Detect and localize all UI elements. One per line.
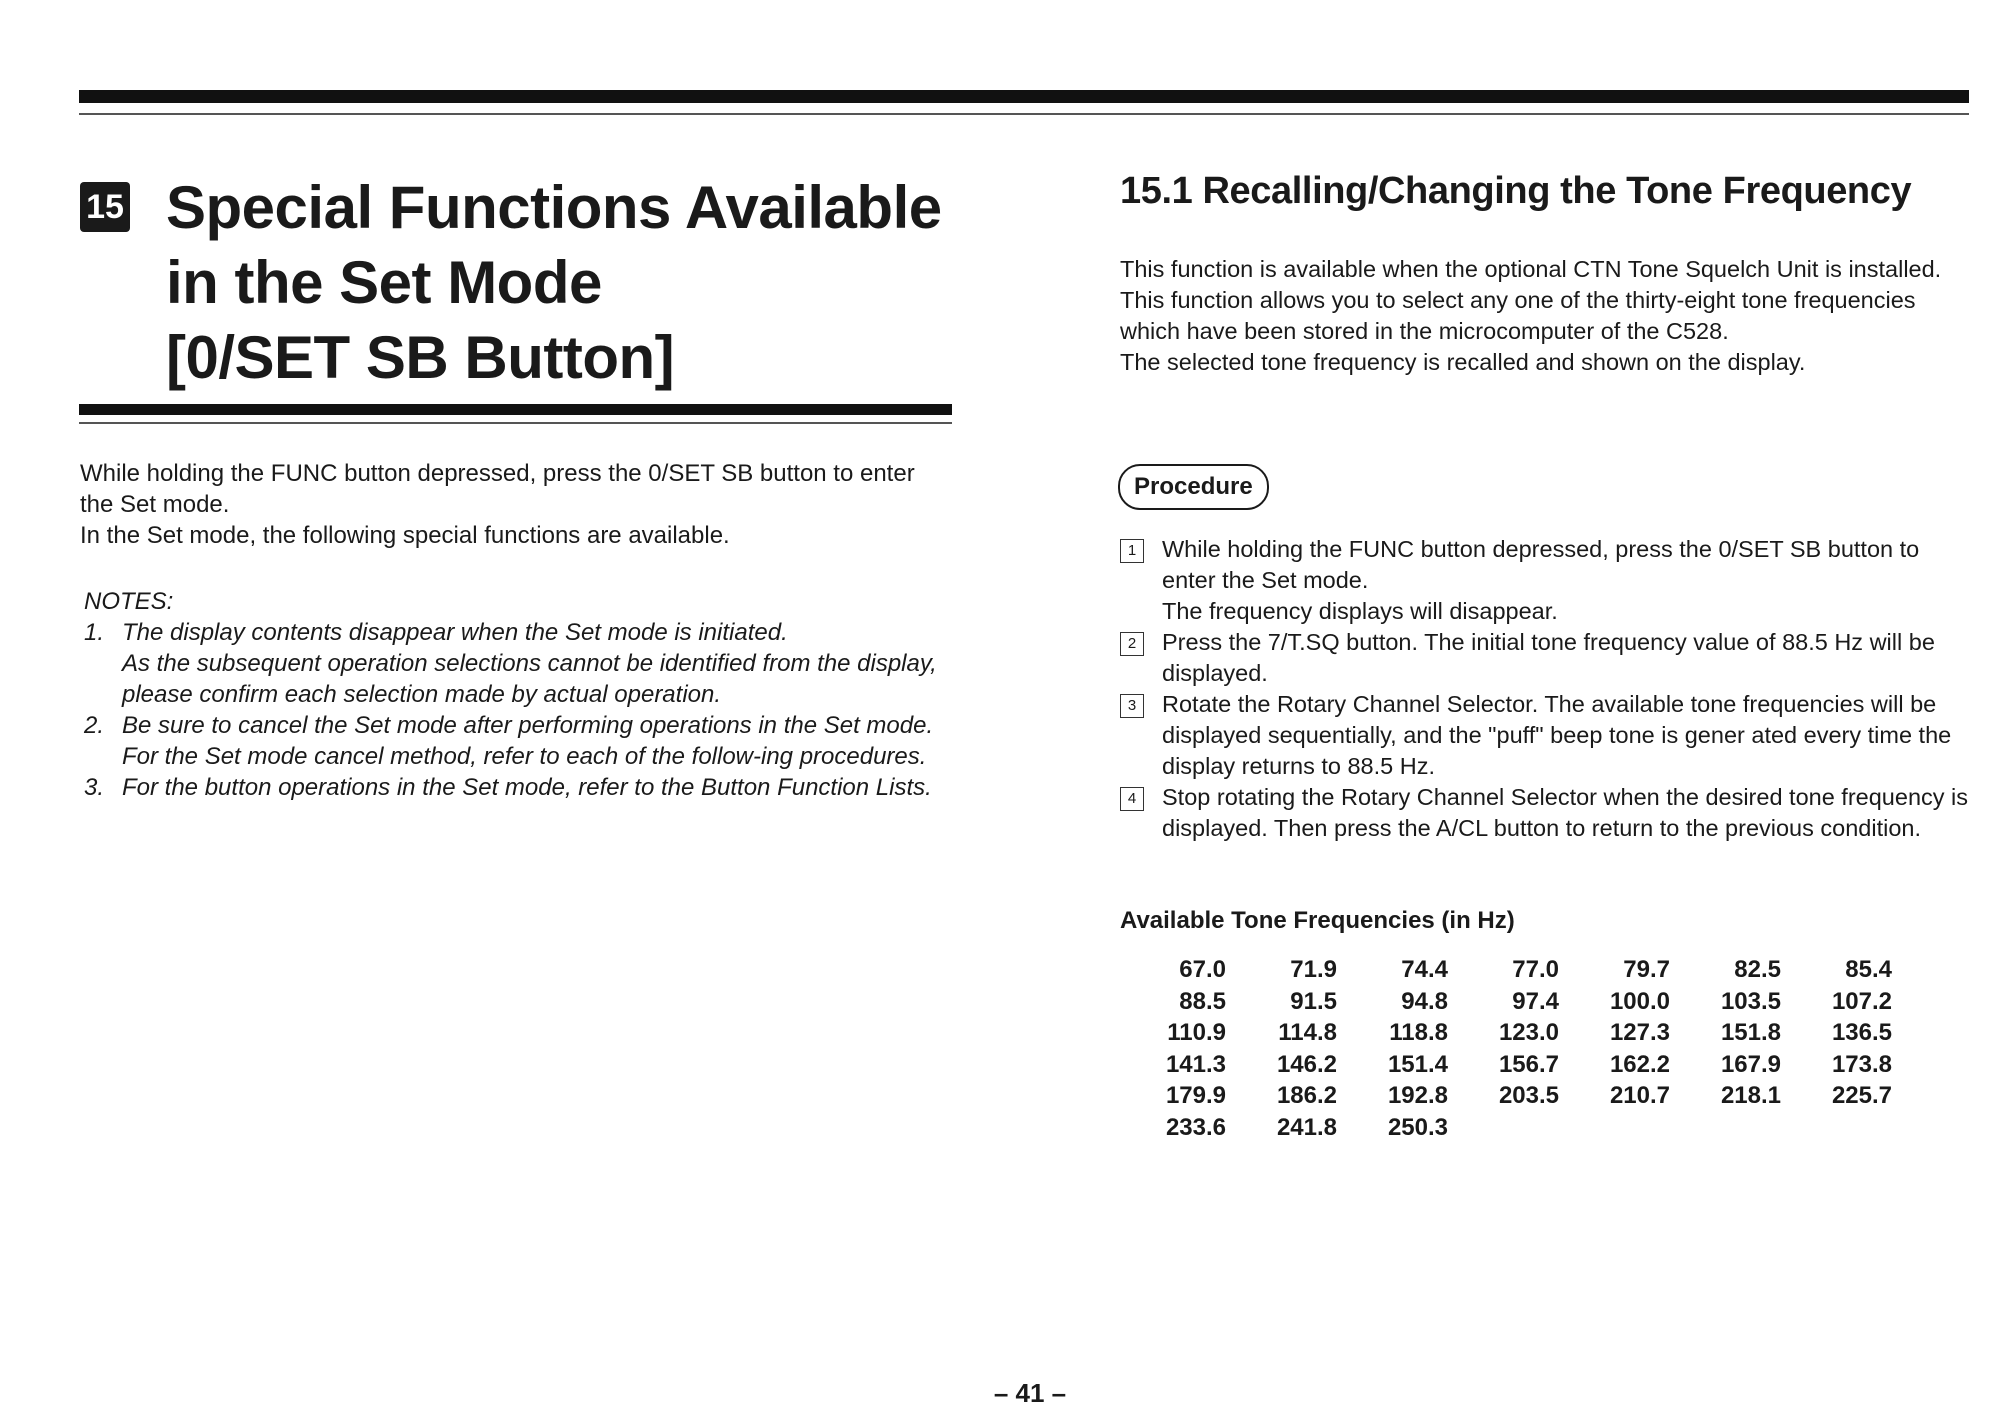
chapter-title-line: [0/SET SB Button] (166, 324, 675, 391)
step-text: While holding the FUNC button depressed, press the 0/SET SB button to enter the Set mode. (1162, 536, 1920, 593)
step-text: Rotate the Rotary Channel Selector. The available tone frequencies will be displayed sequentially, and the "puff" beep tone is gener ated every time the display returns to 88.5 Hz. (1162, 691, 1952, 779)
table-cell: 100.0 (1609, 987, 1670, 1015)
procedure-steps (1120, 534, 1970, 844)
table-cell: 203.5 (1498, 1082, 1559, 1109)
note-text: Be sure to cancel the Set mode after performing operations in the Set mode. (122, 712, 934, 739)
table-cell: 67.0 (1179, 956, 1226, 983)
table-cell: 114.8 (1278, 1019, 1337, 1046)
step-text: The frequency displays will disappear. (1162, 598, 1558, 624)
section-paragraph: This function is available when the optional CTN Tone Squelch Unit is installed. (1120, 256, 1942, 282)
table-row (1150, 1080, 1892, 1112)
section-paragraph: The selected tone frequency is recalled and shown on the display. (1120, 349, 1806, 375)
note-item (84, 710, 952, 772)
step-number-box: 4 (1120, 787, 1144, 811)
table-cell: 210.7 (1609, 1082, 1670, 1109)
table-cell: 85.4 (1845, 956, 1892, 983)
table-row (1150, 986, 1892, 1018)
procedure-step (1120, 782, 1970, 844)
table-cell: 151.4 (1387, 1050, 1448, 1078)
procedure-label: Procedure (1118, 464, 1269, 510)
table-cell: 79.7 (1623, 956, 1670, 983)
table-row (1150, 1017, 1892, 1049)
header-thin-rule (79, 113, 1969, 115)
procedure-step (1120, 534, 1970, 627)
table-cell: 192.8 (1387, 1082, 1448, 1109)
step-number-box: 1 (1120, 539, 1144, 563)
step-text: Press the 7/T.SQ button. The initial tone frequency value of 88.5 Hz will be displayed. (1162, 629, 1935, 686)
chapter-thick-rule (79, 404, 952, 415)
table-cell: 82.5 (1734, 956, 1781, 983)
table-cell: 225.7 (1831, 1082, 1892, 1109)
intro-paragraph: While holding the FUNC button depressed, press the 0/SET SB button to enter the Set mode. (80, 460, 915, 518)
chapter-title-line: Special Functions Available (166, 174, 942, 241)
note-item (84, 617, 952, 710)
table-cell: 77.0 (1512, 956, 1559, 983)
table-cell: 179.9 (1165, 1082, 1226, 1109)
section-title: 15.1 Recalling/Changing the Tone Frequency (1120, 170, 1912, 212)
table-cell: 71.9 (1290, 956, 1337, 983)
table-cell: 162.2 (1609, 1050, 1670, 1078)
table-cell: 173.8 (1831, 1050, 1892, 1078)
table-cell: 103.5 (1720, 987, 1781, 1015)
procedure-step (1120, 689, 1970, 782)
step-text: Stop rotating the Rotary Channel Selector when the desired tone frequency is displayed. Then press the A/CL button to return to the previous condition. (1162, 784, 1969, 841)
table-cell: 97.4 (1512, 987, 1559, 1015)
section-intro (1120, 254, 1970, 378)
note-text: For the Set mode cancel method, refer to each of the follow-ing procedures. (122, 743, 927, 770)
tone-table-title: Available Tone Frequencies (in Hz) (1120, 907, 1515, 934)
table-cell: 151.8 (1720, 1019, 1781, 1046)
table-row (1150, 1049, 1892, 1081)
step-number-box: 2 (1120, 632, 1144, 656)
table-cell: 91.5 (1290, 987, 1337, 1015)
table-cell: 186.2 (1276, 1082, 1337, 1109)
table-cell: 218.1 (1720, 1082, 1781, 1109)
note-text: As the subsequent operation selections cannot be identified from the display, please confirm each selection made by actual operation. (122, 650, 937, 708)
note-item (84, 772, 952, 803)
table-cell: 167.9 (1720, 1050, 1781, 1078)
table-cell: 74.4 (1401, 956, 1448, 983)
intro-paragraph: In the Set mode, the following special functions are available. (80, 522, 730, 549)
table-cell: 107.2 (1831, 987, 1892, 1015)
notes-block (84, 586, 952, 803)
chapter-number-badge: 15 (80, 182, 130, 232)
chapter-title-line: in the Set Mode (166, 249, 602, 316)
tone-frequency-table (1150, 954, 1892, 1143)
note-number: 3. (84, 774, 105, 801)
notes-heading: NOTES: (84, 588, 174, 615)
intro-text (80, 458, 952, 551)
table-cell: 110.9 (1167, 1019, 1226, 1046)
procedure-step (1120, 627, 1970, 689)
note-text: For the button operations in the Set mode, refer to the Button Function Lists. (122, 774, 932, 801)
note-number: 1. (84, 619, 105, 646)
step-number-box: 3 (1120, 694, 1144, 718)
table-cell: 233.6 (1165, 1113, 1226, 1141)
table-cell: 136.5 (1831, 1019, 1892, 1046)
table-cell: 88.5 (1179, 987, 1226, 1015)
note-text: The display contents disappear when the Set mode is initiated. (122, 619, 788, 646)
table-cell: 156.7 (1498, 1050, 1559, 1078)
chapter-title (166, 170, 960, 395)
table-row (1150, 954, 1892, 986)
table-cell: 146.2 (1276, 1050, 1337, 1078)
table-cell: 127.3 (1609, 1019, 1670, 1046)
page-number: – 41 – (993, 1378, 1067, 1408)
table-cell: 141.3 (1165, 1050, 1226, 1078)
table-cell: 123.0 (1498, 1019, 1559, 1046)
chapter-heading (80, 170, 960, 395)
table-cell: 94.8 (1401, 987, 1448, 1015)
table-cell: 118.8 (1389, 1019, 1448, 1046)
note-number: 2. (84, 712, 105, 739)
table-cell: 250.3 (1387, 1113, 1448, 1141)
header-thick-rule (79, 90, 1969, 103)
section-paragraph: This function allows you to select any one of the thirty-eight tone frequencies which have been stored in the microcomputer of the C528. (1120, 287, 1916, 344)
table-row (1150, 1112, 1892, 1144)
chapter-thin-rule (79, 422, 952, 424)
table-cell: 241.8 (1276, 1113, 1337, 1141)
